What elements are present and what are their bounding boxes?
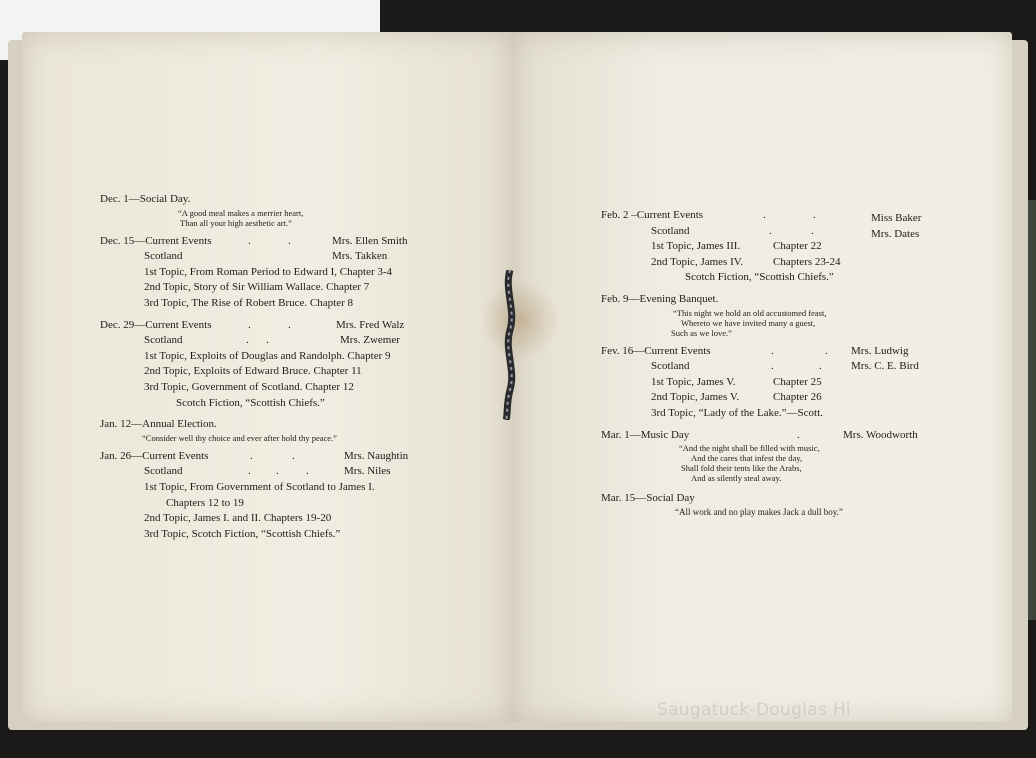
presenter-name: Mrs. Ludwig — [851, 344, 909, 357]
leader-dot: . — [266, 334, 269, 347]
entry-heading: Dec. 1—Social Day. — [100, 193, 191, 205]
topic-line: 2nd Topic, Story of Sir William Wallace. Chapter 7 — [144, 281, 370, 294]
binding-cord — [500, 270, 520, 420]
entry-dec-1 — [100, 192, 430, 228]
chapter-ref: Chapter 25 — [773, 375, 822, 388]
topic-line: 1st Topic, James V. — [651, 375, 736, 388]
topic-line: 2nd Topic, James IV. — [651, 255, 744, 268]
leader-dot: . — [771, 360, 774, 373]
entry-heading: Fev. 16—Current Events — [601, 344, 711, 357]
topic-line: 3rd Topic, “Lady of the Lake.”—Scott. — [651, 406, 823, 419]
presenter-name: Mrs. Naughtin — [344, 449, 409, 462]
topic-line: 2nd Topic, James V. — [651, 391, 740, 404]
entry-jan-26 — [100, 449, 430, 543]
entry-heading: Dec. 29—Current Events — [100, 318, 212, 331]
quote-line: Shall fold their tents like the Arabs, — [681, 463, 802, 474]
leader-dot: . — [248, 465, 251, 478]
subject-label: Scotland — [144, 334, 183, 347]
presenter-name: Mrs. Ellen Smith — [332, 234, 408, 247]
leader-dot: . — [288, 318, 291, 331]
presenter-name: Mrs. Fred Walz — [336, 318, 405, 331]
topic-line: 2nd Topic, Exploits of Edward Bruce. Chapter 11 — [144, 365, 362, 378]
entry-feb-16 — [601, 344, 931, 422]
presenter-name: Mrs. Dates — [871, 227, 920, 240]
leader-dot: . — [246, 334, 249, 347]
entry-heading: Feb. 9—Evening Banquet. — [601, 292, 719, 305]
presenter-name: Mrs. Zwemer — [340, 334, 400, 347]
leader-dot: . — [825, 344, 828, 357]
entry-mar-15 — [601, 491, 931, 517]
leader-dot: . — [248, 318, 251, 331]
leader-dot: . — [276, 465, 279, 478]
quote-line: Than all your high aesthetic art.” — [180, 217, 292, 228]
chapter-ref: Chapter 22 — [773, 240, 822, 253]
entry-heading: Mar. 1—Music Day — [601, 428, 690, 441]
entry-jan-12 — [100, 417, 430, 443]
topic-line: 1st Topic, James III. — [651, 240, 741, 253]
entry-mar-1 — [601, 428, 931, 484]
entry-feb-2 — [601, 208, 931, 286]
entry-dec-29 — [100, 318, 430, 412]
topic-line: Chapters 12 to 19 — [166, 496, 244, 509]
topic-line: 1st Topic, From Roman Period to Edward I, Chapter 3-4 — [144, 265, 393, 278]
subject-label: Scotland — [144, 465, 183, 478]
presenter-name: Mrs. Niles — [344, 465, 391, 478]
quote-line: Such as we love.” — [671, 327, 732, 338]
right-program — [601, 208, 931, 523]
quote-line: “And the night shall be filled with music, — [679, 443, 820, 454]
fiction-line: Scotch Fiction, “Scottish Chiefs.” — [685, 271, 834, 284]
entry-heading: Jan. 26—Current Events — [100, 449, 209, 462]
entry-heading: Mar. 15—Social Day — [601, 492, 695, 505]
presenter-name: Mrs. Takken — [332, 250, 388, 263]
quote-line: “All work and no play makes Jack a dull boy.” — [675, 506, 843, 517]
entry-heading: Jan. 12—Annual Election. — [100, 418, 217, 431]
leader-dot: . — [771, 344, 774, 357]
fiction-line: Scotch Fiction, “Scottish Chiefs.” — [176, 396, 325, 409]
leader-dot: . — [769, 224, 772, 237]
quote-line: And the cares that infest the day, — [691, 453, 803, 464]
subject-label: Scotland — [144, 250, 183, 263]
watermark: Saugatuck-Douglas Hi — [657, 700, 851, 720]
entry-heading: Dec. 15—Current Events — [100, 234, 212, 247]
binding-stain — [480, 280, 560, 360]
entry-heading: Feb. 2 –Current Events — [601, 209, 704, 221]
leader-dot: . — [250, 449, 253, 462]
quote-line: “This night we hold an old accustomed feast, — [673, 307, 827, 318]
subject-label: Scotland — [651, 360, 690, 373]
entry-feb-9 — [601, 292, 931, 338]
entry-dec-15 — [100, 234, 430, 312]
chapter-ref: Chapters 23-24 — [773, 255, 841, 268]
left-program — [100, 192, 430, 548]
topic-line: 2nd Topic, James I. and II. Chapters 19-20 — [144, 512, 332, 525]
leader-dot: . — [306, 465, 309, 478]
topic-line: 1st Topic, Exploits of Douglas and Randolph. Chapter 9 — [144, 349, 391, 362]
topic-line: 3rd Topic, Government of Scotland. Chapter 12 — [144, 380, 354, 393]
leader-dot: . — [811, 224, 814, 237]
leader-dot: . — [248, 234, 251, 247]
leader-dot: . — [819, 360, 822, 373]
quote-line: “A good meal makes a merrier heart, — [178, 207, 304, 218]
topic-line: 3rd Topic, Scotch Fiction, “Scottish Chiefs.” — [144, 527, 341, 540]
leader-dot: . — [288, 234, 291, 247]
topic-line: 1st Topic, From Government of Scotland to James I. — [144, 480, 375, 493]
quote-line: Whereto we have invited many a guest, — [681, 317, 816, 328]
presenter-name: Mrs. C. E. Bird — [851, 360, 919, 373]
leader-dot: . — [763, 209, 766, 221]
chapter-ref: Chapter 26 — [773, 391, 822, 404]
topic-line: 3rd Topic, The Rise of Robert Bruce. Chapter 8 — [144, 296, 353, 309]
leader-dot: . — [292, 449, 295, 462]
leader-dot: . — [813, 209, 816, 221]
subject-label: Scotland — [651, 224, 690, 237]
quote-line: “Consider well thy choice and ever after hold thy peace.” — [142, 432, 337, 443]
quote-line: And as silently steal away. — [691, 473, 782, 484]
leader-dot: . — [797, 428, 800, 441]
presenter-name: Miss Baker — [871, 212, 922, 224]
presenter-name: Mrs. Woodworth — [843, 428, 918, 441]
